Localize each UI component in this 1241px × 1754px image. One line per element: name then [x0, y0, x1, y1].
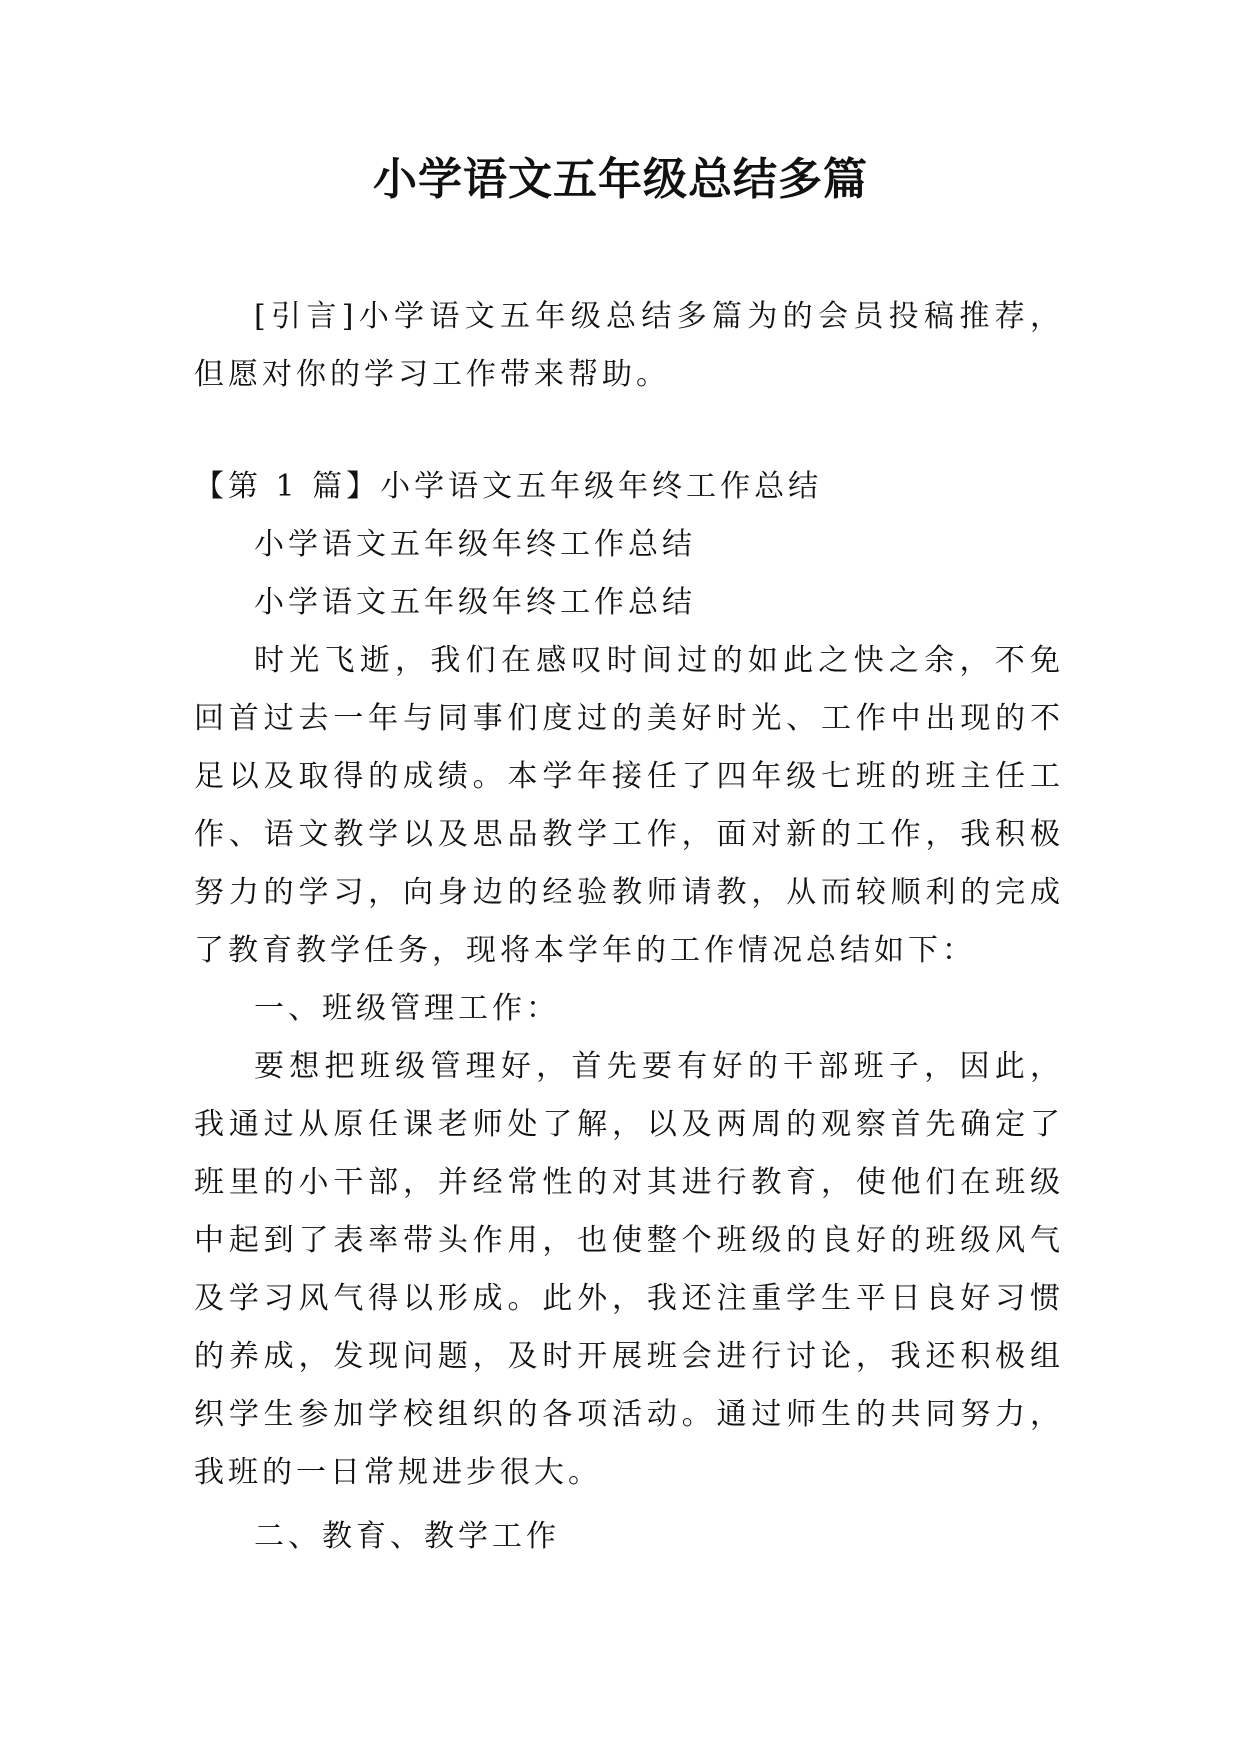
- subtitle-line: 小学语文五年级年终工作总结: [254, 527, 696, 562]
- section-heading: 【第 1 篇】小学语文五年级年终工作总结: [194, 469, 823, 504]
- body-paragraph: 要想把班级管理好，首先要有好的干部班子，因此，我通过从原任课老师处了解，以及两周的观察首先确定了班里的小干部，并经常性的对其进行教育，使他们在班级中起到了表率带头作用，也使整个班级的良好的班级风气及学习风气得以形成。此外，我还注重学生平日良好习惯的养成，发现问题，及时开展班会进行讨论，我还积极组织学生参加学校组织的各项活动。通过师生的共同努力，我班的一日常规进步很大。: [194, 1049, 1064, 1490]
- subtitle-line: 小学语文五年级年终工作总结: [254, 585, 696, 620]
- document-body: [194, 288, 1064, 1566]
- intro-paragraph: [引言]小学语文五年级总结多篇为的会员投稿推荐，但愿对你的学习工作带来帮助。: [194, 299, 1064, 392]
- section-subheading: 一、班级管理工作：: [254, 991, 560, 1026]
- body-paragraph: 时光飞逝，我们在感叹时间过的如此之快之余，不免回首过去一年与同事们度过的美好时光、工作中出现的不足以及取得的成绩。本学年接任了四年级七班的班主任工作、语文教学以及思品教学工作，面对新的工作，我积极努力的学习，向身边的经验教师请教，从而较顺利的完成了教育教学任务，现将本学年的工作情况总结如下：: [194, 643, 1064, 968]
- document-title: 小学语文五年级总结多篇: [373, 154, 868, 205]
- section-subheading: 二、教育、教学工作: [254, 1519, 560, 1554]
